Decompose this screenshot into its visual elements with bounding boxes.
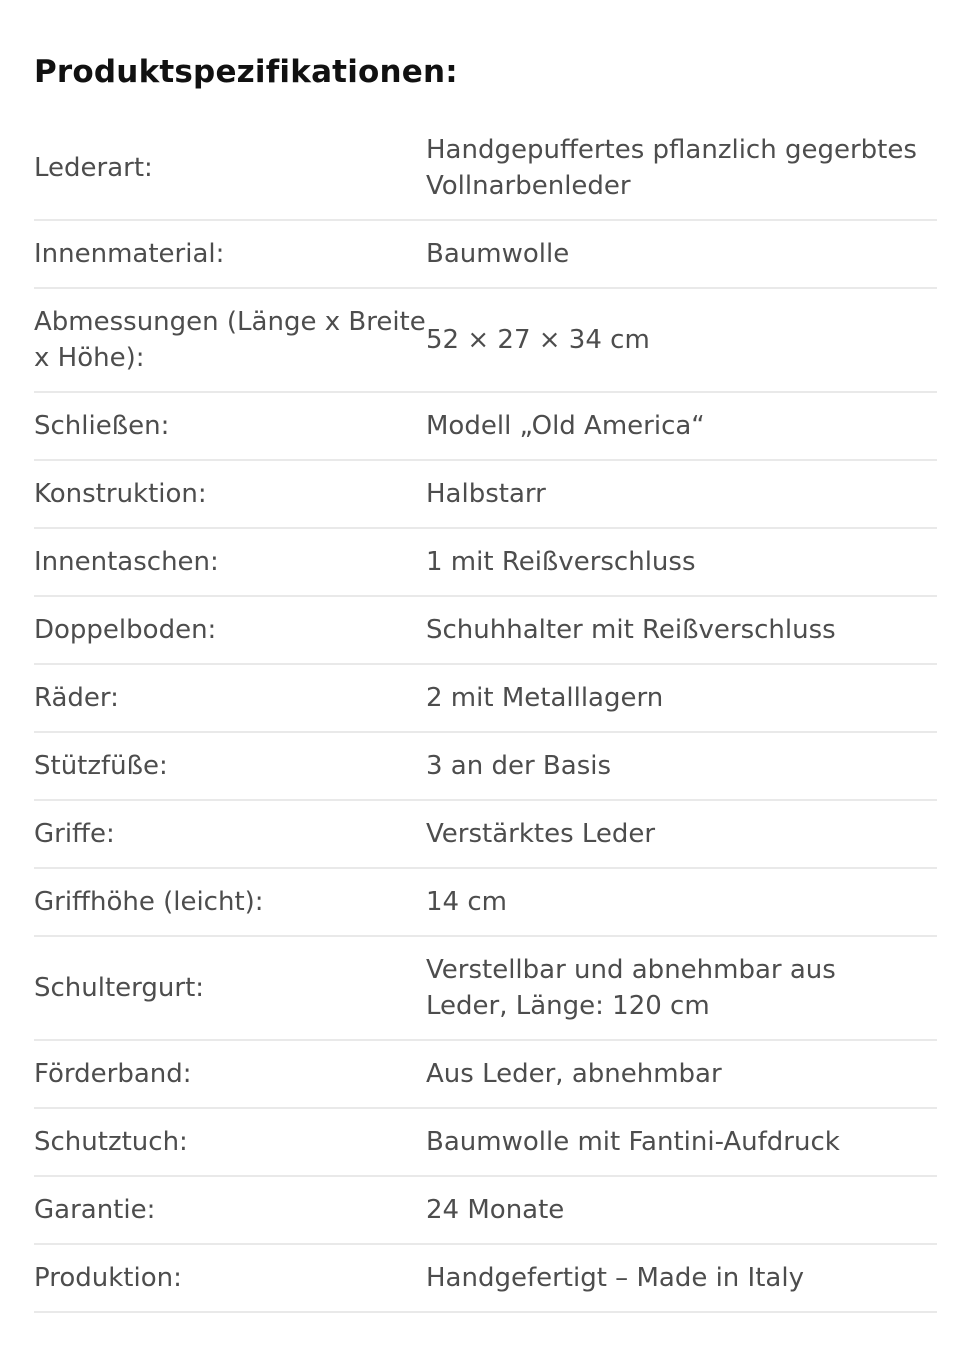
spec-label: Konstruktion: [34,479,207,509]
page-title: Produktspezifikationen: [34,54,458,90]
spec-row-foerderband [34,1041,937,1109]
spec-label: Doppelboden: [34,615,217,645]
spec-row-konstruktion [34,461,937,529]
spec-label: Produktion: [34,1263,182,1293]
spec-row-doppelboden [34,597,937,665]
spec-label: Schließen: [34,411,170,441]
spec-label: Abmessungen (Länge x Breite x Höhe): [34,307,426,373]
spec-label: Lederart: [34,153,153,183]
spec-label: Griffe: [34,819,115,849]
spec-label: Schutztuch: [34,1127,188,1157]
spec-row-lederart [34,117,937,221]
spec-value: Aus Leder, abnehmbar [426,1059,722,1089]
spec-label: Stützfüße: [34,751,168,781]
spec-value: 24 Monate [426,1195,565,1225]
spec-row-produktion [34,1245,937,1313]
spec-value: Handgefertigt – Made in Italy [426,1263,804,1293]
spec-value: Modell „Old America“ [426,411,705,441]
spec-row-griffe [34,801,937,869]
spec-label: Griffhöhe (leicht): [34,887,264,917]
spec-value: Halbstarr [426,479,546,509]
spec-value: Verstärktes Leder [426,819,656,849]
spec-value: 52 × 27 × 34 cm [426,325,650,355]
spec-label: Räder: [34,683,119,713]
spec-row-griffhoehe [34,869,937,937]
spec-row-schutztuch [34,1109,937,1177]
spec-row-innentaschen [34,529,937,597]
spec-label: Garantie: [34,1195,156,1225]
spec-row-schliessen [34,393,937,461]
spec-table [34,117,937,1313]
spec-value: Baumwolle mit Fantini-Aufdruck [426,1127,840,1157]
spec-label: Innenmaterial: [34,239,225,269]
spec-label: Schultergurt: [34,973,205,1003]
spec-value: 2 mit Metalllagern [426,683,664,713]
spec-value: 1 mit Reißverschluss [426,547,696,577]
spec-row-schultergurt [34,937,937,1041]
spec-row-abmessungen [34,289,937,393]
spec-value: Verstellbar und abnehmbar aus Leder, Länge: 120 cm [426,955,836,1021]
spec-value: 14 cm [426,887,507,917]
spec-value: Baumwolle [426,239,570,269]
spec-label: Förderband: [34,1059,192,1089]
spec-label: Innentaschen: [34,547,219,577]
spec-row-innenmaterial [34,221,937,289]
spec-row-raeder [34,665,937,733]
spec-value: 3 an der Basis [426,751,612,781]
spec-row-stuetzfuesse [34,733,937,801]
spec-value: Handgepuffertes pflanzlich gegerbtes Vollnarbenleder [426,135,917,201]
spec-row-garantie [34,1177,937,1245]
spec-value: Schuhhalter mit Reißverschluss [426,615,836,645]
